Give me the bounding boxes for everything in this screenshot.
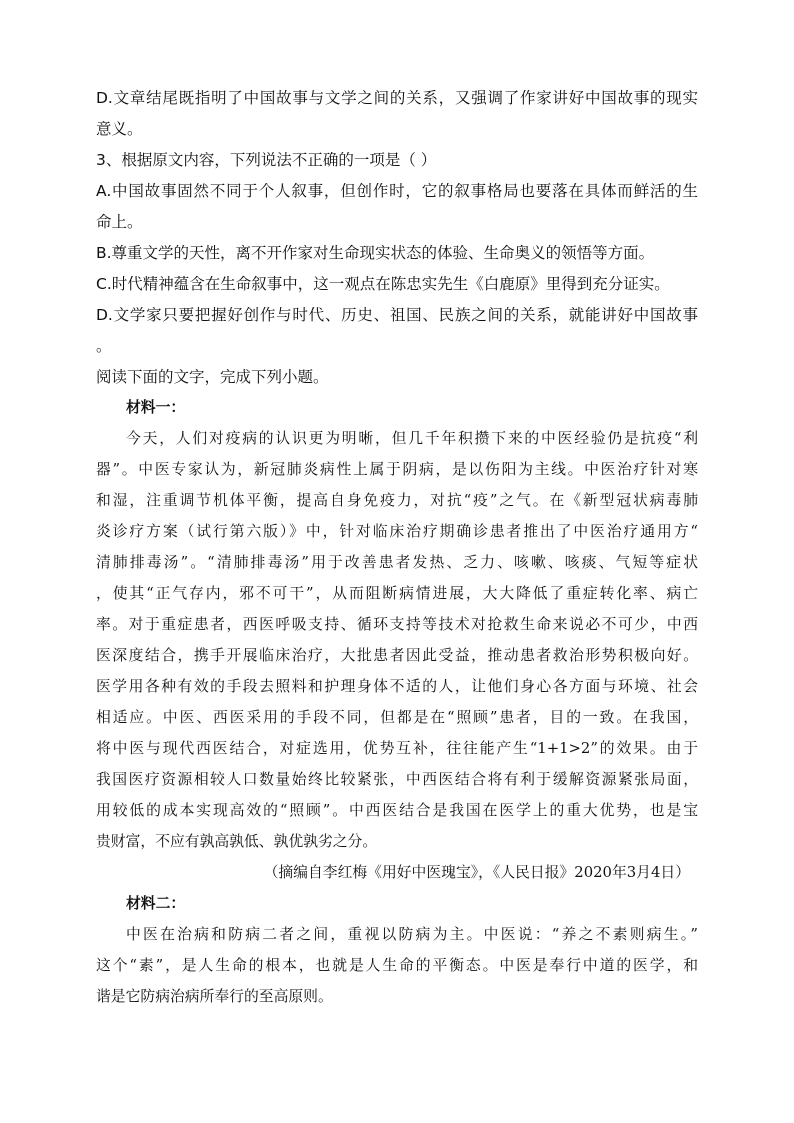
- question3-option-a-line1: A.中国故事固然不同于个人叙事，但创作时，它的叙事格局也要落在具体而鲜活的生: [96, 182, 698, 200]
- material1-line: 医深度结合，携手开展临床治疗，大批患者因此受益，推动患者救治形势积极向好。: [96, 647, 698, 664]
- reading-instruction: 阅读下面的文字，完成下列小题。: [96, 368, 329, 386]
- question3-option-a-line2: 命上。: [96, 213, 143, 231]
- material1-line: 炎诊疗方案（试行第六版）》中，针对临床治疗期确诊患者推出了中医治疗通用方“: [96, 523, 698, 540]
- material1-line: 相适应。中医、西医采用的手段不同，但都是在“照顾”患者，目的一致。在我国，: [96, 709, 698, 726]
- question3-option-d-line1: D.文学家只要把握好创作与时代、历史、祖国、民族之间的关系，就能讲好中国故事: [96, 306, 698, 324]
- material1-line: 率。对于重症患者，西医呼吸支持、循环支持等技术对抢救生命来说必不可少，中西: [96, 616, 698, 633]
- material2-heading: 材料二：: [126, 895, 186, 912]
- material1-line: 器”。中医专家认为，新冠肺炎病性上属于阴病，是以伤阳为主线。中医治疗针对寒: [96, 461, 698, 478]
- material1-source: （摘编自李红梅《用好中医瑰宝》，《人民日报》2020年3月4日）: [263, 864, 690, 881]
- page-content: [96, 88, 698, 1018]
- material1-line: 医学用各种有效的手段去照料和护理身体不适的人，让他们身心各方面与环境、社会: [96, 678, 698, 695]
- question3-option-b: B.尊重文学的天性，离不开作家对生命现实状态的体验、生命奥义的领悟等方面。: [96, 244, 655, 262]
- material1-line: 清肺排毒汤”。“清肺排毒汤”用于改善患者发热、乏力、咳嗽、咳痰、气短等症状: [96, 554, 698, 571]
- material1-line: 贵财富，不应有孰高孰低、孰优孰劣之分。: [96, 833, 378, 850]
- question2-option-d-line1: D.文章结尾既指明了中国故事与文学之间的关系，又强调了作家讲好中国故事的现实: [96, 89, 698, 107]
- material1-line: 将中医与现代西医结合，对症选用，优势互补，往往能产生“1+1>2”的效果。由于: [96, 740, 698, 757]
- question3-option-c: C.时代精神蕴含在生命叙事中，这一观点在陈忠实先生《白鹿原》里得到充分证实。: [96, 275, 670, 293]
- material1-line: 用较低的成本实现高效的“照顾”。中西医结合是我国在医学上的重大优势，也是宝: [96, 802, 698, 819]
- material2-line: 这个“素”，是人生命的根本，也就是人生命的平衡态。中医是奉行中道的医学，和: [96, 957, 698, 974]
- question3-stem: 3、根据原文内容，下列说法不正确的一项是（ ）: [96, 151, 437, 169]
- material2-line: 中医在治病和防病二者之间，重视以防病为主。中医说：“养之不素则病生。”: [126, 926, 698, 943]
- material1-line: ，使其“正气存内，邪不可干”，从而阻断病情进展，大大降低了重症转化率、病亡: [96, 585, 698, 602]
- material1-line: 我国医疗资源相较人口数量始终比较紧张，中西医结合将有利于缓解资源紧张局面，: [96, 771, 698, 788]
- material1-line: 和湿，注重调节机体平衡，提高自身免疫力，对抗“疫”之气。在《新型冠状病毒肺: [96, 492, 698, 509]
- material1-line: 今天，人们对疫病的认识更为明晰，但几千年积攒下来的中医经验仍是抗疫“利: [126, 430, 698, 447]
- question2-option-d-line2: 意义。: [96, 120, 143, 138]
- question3-option-d-line2: 。: [96, 337, 112, 355]
- material2-line: 谐是它防病治病所奉行的至高原则。: [96, 988, 333, 1005]
- material1-heading: 材料一：: [126, 399, 186, 416]
